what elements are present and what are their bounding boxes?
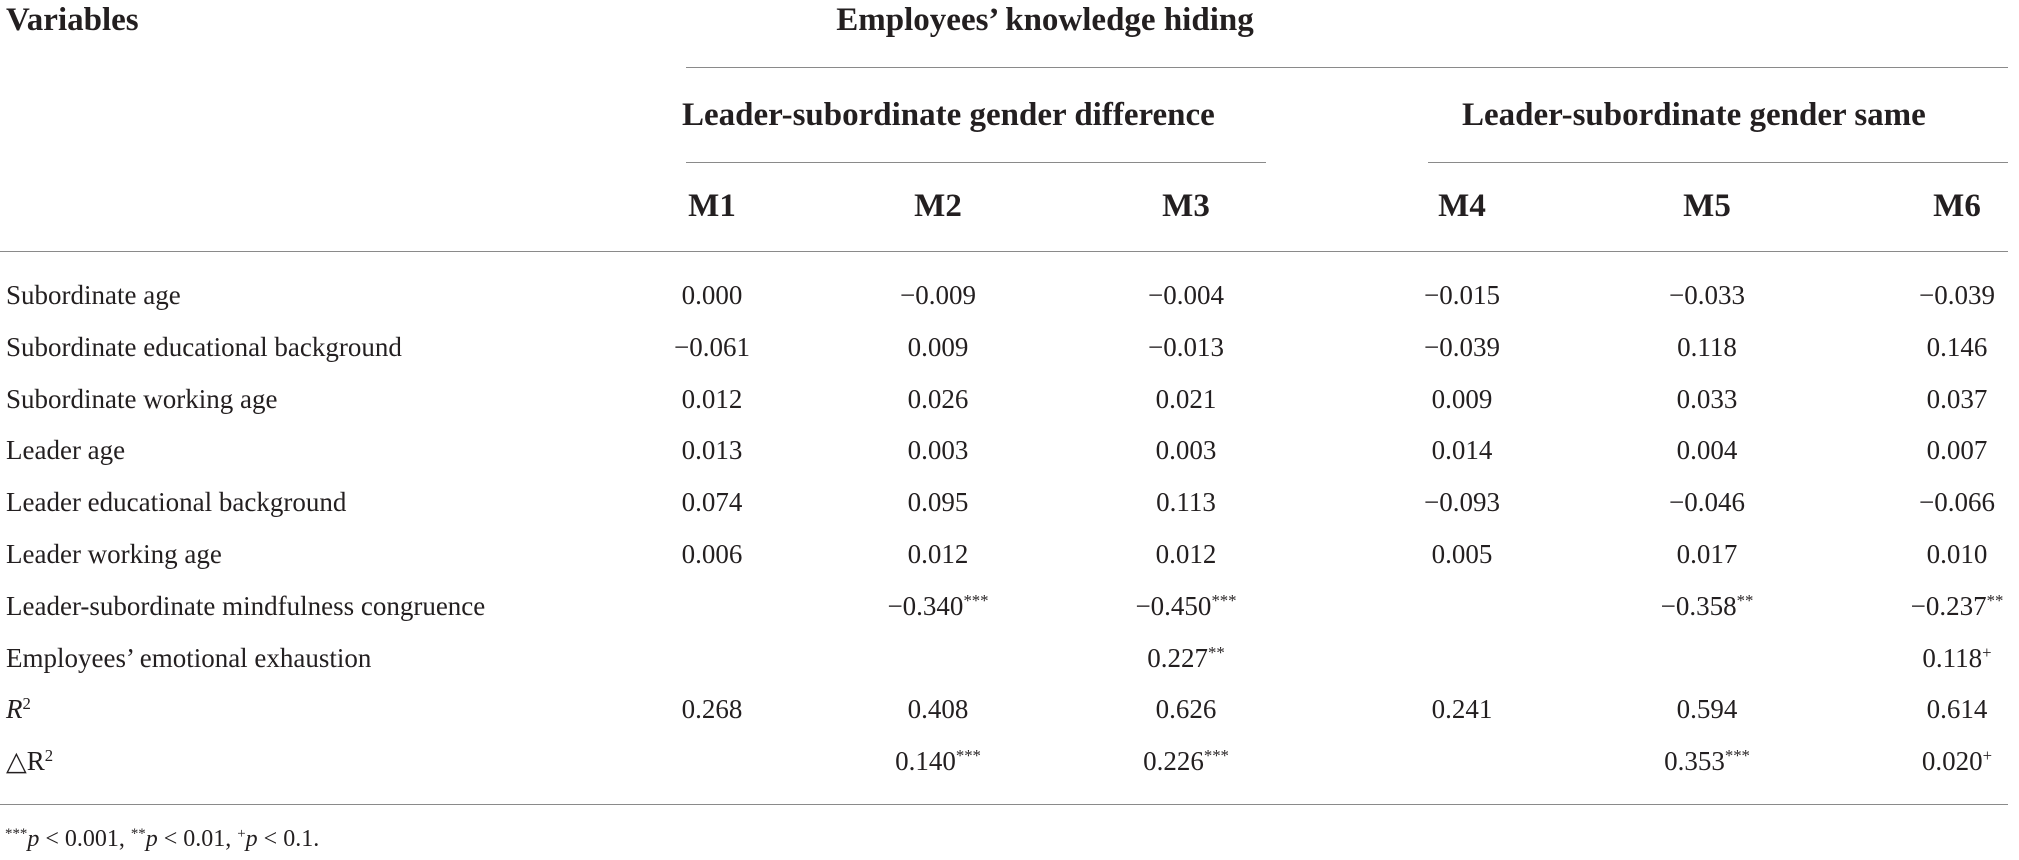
cell-value: 0.037 [1926, 383, 1988, 414]
cell-value: 0.000 [681, 280, 743, 310]
row-label [6, 539, 222, 570]
cell-content [1424, 280, 1500, 311]
cell-value: −0.039 [1424, 331, 1500, 362]
row-label [6, 435, 125, 466]
cell-value: 0.014 [1431, 435, 1493, 466]
row-label [6, 332, 402, 363]
row-label-text: Subordinate working age [6, 383, 278, 414]
cell-value: 0.074 [681, 487, 743, 518]
cell-value: −0.015 [1424, 280, 1500, 310]
cell-content [1677, 694, 1738, 725]
row-label-text: Leader educational background [6, 487, 347, 518]
significance-marker: ** [1208, 642, 1225, 662]
row-label [6, 746, 53, 777]
cell-content [682, 435, 743, 466]
cell-value: 0.012 [1155, 539, 1217, 569]
cell-content [1664, 746, 1750, 777]
cell-value: −0.066 [1919, 487, 1995, 518]
row-label-text: △R [6, 746, 45, 777]
row-label-text: R [6, 694, 23, 725]
model-header-label: M1 [688, 188, 736, 224]
cell-value: −0.046 [1669, 487, 1745, 518]
cell-content [908, 694, 969, 725]
cell-content [1922, 643, 1991, 674]
significance-marker: *** [1211, 590, 1237, 610]
cell-content [1432, 435, 1493, 466]
cell-content [1424, 487, 1500, 518]
cell-content [1432, 539, 1493, 570]
cell-content [682, 694, 743, 725]
cell-value: −0.061 [674, 331, 750, 362]
cell-content [682, 539, 743, 570]
model-header-label: M4 [1438, 188, 1486, 224]
cell-value: −0.358 [1660, 590, 1737, 621]
rule-group-diff [686, 162, 1266, 163]
cell-value: 0.146 [1926, 331, 1988, 362]
cell-value: −0.013 [1148, 331, 1224, 362]
footnote-stars-1: *** [5, 825, 28, 842]
cell-content [1148, 280, 1224, 311]
cell-value: 0.118 [1677, 331, 1737, 362]
group-diff-header: Leader-subordinate gender difference [682, 97, 1215, 133]
footnote-p-2: p [145, 826, 158, 852]
significance-marker: ** [1986, 590, 2004, 610]
row-label-text: Leader age [6, 435, 126, 466]
row-label-superscript: 2 [44, 745, 54, 765]
cell-value: 0.227 [1147, 642, 1209, 673]
cell-content [1927, 435, 1988, 466]
footnote-p-1: p [27, 826, 40, 852]
significance-marker: *** [955, 745, 981, 765]
cell-content [1143, 746, 1229, 777]
cell-value: 0.012 [907, 539, 969, 569]
cell-content [1432, 384, 1493, 415]
significance-marker: + [1982, 642, 1992, 662]
cell-value: −0.009 [900, 280, 976, 310]
model-header-label: M6 [1933, 188, 1981, 224]
cell-value: 0.004 [1676, 435, 1738, 466]
row-label-text: Leader-subordinate mindfulness congruence [6, 590, 486, 621]
cell-content [1677, 435, 1738, 466]
cell-content [908, 539, 969, 570]
cell-value: 0.095 [907, 487, 969, 518]
cell-value: 0.013 [681, 435, 743, 466]
cell-value: −0.004 [1148, 280, 1224, 310]
rule-header-bottom [0, 251, 2008, 252]
cell-content [1669, 280, 1745, 311]
cell-content [1927, 694, 1988, 725]
cell-value: 0.118 [1922, 642, 1983, 673]
cell-content [895, 746, 981, 777]
row-label [6, 694, 31, 725]
cell-content [1677, 332, 1737, 363]
cell-content [674, 332, 750, 363]
cell-value: 0.017 [1676, 539, 1738, 569]
model-header-label: M3 [1162, 188, 1210, 224]
cell-value: 0.006 [681, 539, 743, 569]
cell-content [1147, 643, 1224, 674]
cell-value: 0.010 [1926, 539, 1988, 569]
cell-value: 0.626 [1155, 694, 1217, 725]
cell-content [1927, 332, 1988, 363]
cell-content [900, 280, 976, 311]
cell-value: 0.005 [1431, 539, 1493, 569]
cell-value: 0.226 [1143, 746, 1204, 777]
cell-value: 0.012 [681, 383, 743, 414]
footnote-p-3: p [245, 826, 258, 852]
cell-content [1669, 487, 1745, 518]
cell-content [1919, 487, 1995, 518]
footnote-text-1: < 0.001, [39, 826, 131, 852]
model-header-label: M2 [914, 188, 962, 224]
cell-content [682, 384, 743, 415]
cell-content [1156, 539, 1217, 570]
footnote-text-2: < 0.01, [157, 826, 238, 852]
footnote-stars-2: ** [130, 825, 146, 842]
cell-content [1677, 384, 1738, 415]
cell-content [1424, 332, 1500, 363]
significance-marker: *** [1203, 745, 1229, 765]
rule-table-bottom [0, 804, 2008, 805]
cell-content [908, 384, 969, 415]
cell-content [682, 280, 743, 311]
row-label-text: Leader working age [6, 539, 222, 569]
row-label-text: Subordinate age [6, 280, 181, 310]
cell-value: 0.408 [907, 694, 969, 725]
cell-value: 0.268 [681, 694, 743, 725]
cell-value: 0.241 [1431, 694, 1493, 725]
rule-outcome [686, 67, 2008, 68]
row-label-superscript: 2 [22, 694, 31, 714]
cell-content [1927, 539, 1988, 570]
cell-content [1922, 746, 1992, 777]
cell-value: 0.009 [907, 331, 969, 362]
cell-value: −0.093 [1424, 487, 1500, 518]
cell-content [1135, 591, 1236, 622]
cell-content [908, 332, 969, 363]
cell-value: 0.021 [1155, 383, 1217, 414]
cell-content [1156, 694, 1217, 725]
cell-value: −0.340 [887, 590, 964, 621]
cell-content [908, 435, 969, 466]
significance-marker: ** [1736, 590, 1754, 610]
cell-content [1156, 435, 1217, 466]
row-label [6, 591, 485, 622]
cell-value: 0.113 [1156, 487, 1216, 518]
row-label [6, 487, 346, 518]
row-label-text: Subordinate educational background [6, 331, 402, 362]
row-label [6, 643, 371, 674]
cell-value: 0.007 [1926, 435, 1988, 466]
cell-content [1661, 591, 1754, 622]
row-label [6, 384, 277, 415]
cell-value: 0.140 [895, 746, 956, 777]
significance-marker: + [1982, 745, 1993, 765]
row-label-text: Employees’ emotional exhaustion [6, 642, 372, 673]
cell-value: −0.450 [1135, 590, 1212, 621]
cell-content [1919, 280, 1995, 311]
cell-content [1148, 332, 1224, 363]
cell-content [887, 591, 988, 622]
cell-content [1677, 539, 1738, 570]
footnote-plus: + [237, 825, 246, 842]
cell-value: 0.353 [1664, 746, 1725, 777]
cell-value: −0.039 [1919, 280, 1995, 310]
cell-value: 0.003 [1155, 435, 1217, 466]
cell-content [908, 487, 969, 518]
cell-value: 0.009 [1431, 383, 1493, 414]
variables-header: Variables [6, 2, 139, 38]
cell-value: −0.033 [1669, 280, 1745, 310]
cell-value: 0.026 [907, 383, 969, 414]
cell-value: 0.594 [1676, 694, 1738, 725]
row-label [6, 280, 181, 311]
rule-group-same [1428, 162, 2008, 163]
cell-value: 0.033 [1676, 383, 1738, 414]
footnote-text-3: < 0.1. [257, 826, 320, 852]
cell-content [1156, 384, 1217, 415]
group-same-header: Leader-subordinate gender same [1462, 97, 1926, 133]
footnote [5, 826, 319, 853]
cell-value: −0.237 [1910, 590, 1987, 621]
significance-marker: *** [1724, 745, 1750, 765]
cell-value: 0.003 [907, 435, 969, 466]
significance-marker: *** [963, 590, 989, 610]
cell-value: 0.020 [1921, 746, 1983, 777]
outcome-header-text: Employees’ knowledge hiding [836, 2, 1254, 38]
cell-content [1927, 384, 1988, 415]
model-header-label: M5 [1683, 188, 1731, 224]
cell-content [1432, 694, 1493, 725]
cell-content [1156, 487, 1216, 518]
cell-content [1911, 591, 2004, 622]
cell-content [682, 487, 743, 518]
cell-value: 0.614 [1926, 694, 1988, 725]
